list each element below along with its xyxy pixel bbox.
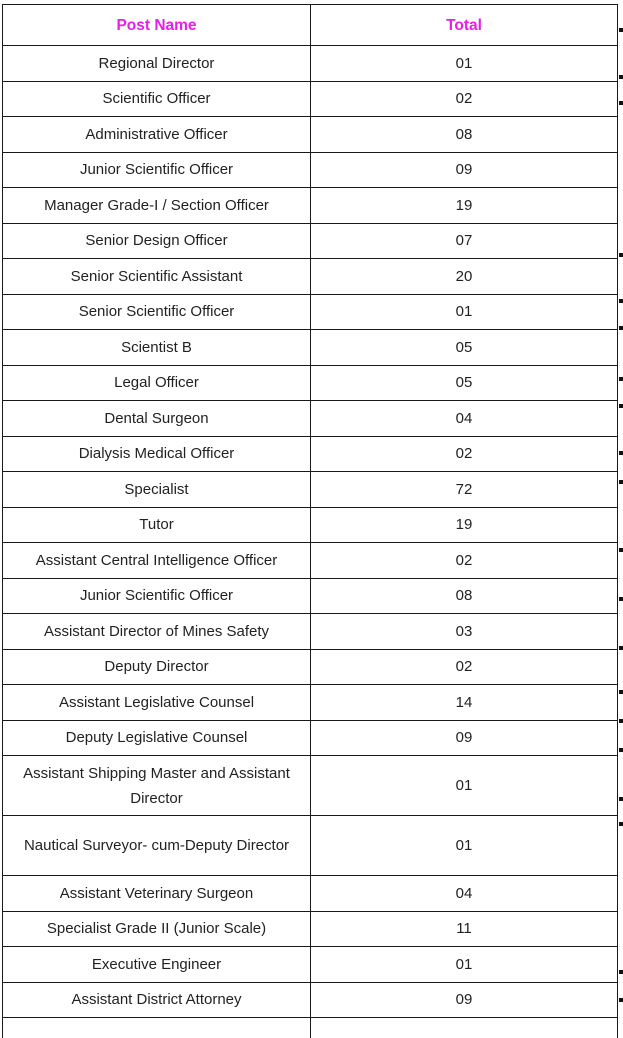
total-cell: 08 bbox=[311, 117, 618, 153]
bullet-dot bbox=[619, 299, 623, 303]
table-row bbox=[3, 436, 618, 472]
total-cell: 09 bbox=[311, 720, 618, 756]
post-name-cell: Specialist Grade II (Junior Scale) bbox=[3, 911, 311, 947]
total-cell: 05 bbox=[311, 365, 618, 401]
post-name-cell: Assistant Legislative Counsel bbox=[3, 685, 311, 721]
bullet-dot bbox=[619, 719, 623, 723]
total-cell: 09 bbox=[311, 152, 618, 188]
bullet-dot bbox=[619, 748, 623, 752]
post-name-cell: Assistant Shipping Master and Assistant Director bbox=[3, 756, 311, 816]
post-name-cell: Specialist bbox=[3, 472, 311, 508]
header-total: Total bbox=[311, 5, 618, 46]
table-row bbox=[3, 649, 618, 685]
post-name-cell: Legal Officer bbox=[3, 365, 311, 401]
bullet-dot bbox=[619, 480, 623, 484]
header-post-name: Post Name bbox=[3, 5, 311, 46]
total-cell: 11 bbox=[311, 911, 618, 947]
table-row bbox=[3, 507, 618, 543]
total-cell: 19 bbox=[311, 507, 618, 543]
total-cell: 03 bbox=[311, 614, 618, 650]
total-cell: 01 bbox=[311, 756, 618, 816]
total-cell: 09 bbox=[311, 982, 618, 1018]
table-row bbox=[3, 876, 618, 912]
total-cell: 01 bbox=[311, 294, 618, 330]
vacancy-table-container bbox=[2, 4, 617, 1038]
bullet-dot bbox=[619, 597, 623, 601]
post-name-cell: Assistant Director of Mines Safety bbox=[3, 614, 311, 650]
table-row bbox=[3, 982, 618, 1018]
bullet-dot bbox=[619, 970, 623, 974]
post-name-cell: Dialysis Medical Officer bbox=[3, 436, 311, 472]
table-row bbox=[3, 152, 618, 188]
total-cell: 07 bbox=[311, 223, 618, 259]
bullet-dot bbox=[619, 404, 623, 408]
total-cell: 02 bbox=[311, 543, 618, 579]
table-row bbox=[3, 756, 618, 816]
post-name-cell: Regional Director bbox=[3, 46, 311, 82]
table-row bbox=[3, 816, 618, 876]
table-header-row bbox=[3, 5, 618, 46]
total-cell: 01 bbox=[311, 947, 618, 983]
total-cell: 72 bbox=[311, 472, 618, 508]
bullet-dot bbox=[619, 377, 623, 381]
table-row bbox=[3, 472, 618, 508]
table-row bbox=[3, 330, 618, 366]
post-name-cell: Assistant Central Intelligence Officer bbox=[3, 543, 311, 579]
post-name-cell: Tutor bbox=[3, 507, 311, 543]
bullet-dot bbox=[619, 690, 623, 694]
table-row bbox=[3, 365, 618, 401]
post-name-cell: Assistant Veterinary Surgeon bbox=[3, 876, 311, 912]
post-name-cell: Executive Engineer bbox=[3, 947, 311, 983]
bullet-dot bbox=[619, 998, 623, 1002]
total-cell: 02 bbox=[311, 649, 618, 685]
table-row bbox=[3, 720, 618, 756]
table-body bbox=[3, 46, 618, 1038]
table-row bbox=[3, 578, 618, 614]
post-name-cell: Deputy Legislative Counsel bbox=[3, 720, 311, 756]
post-name-cell: Assistant District Attorney bbox=[3, 982, 311, 1018]
post-name-cell: Senior Design Officer bbox=[3, 223, 311, 259]
post-name-cell: Senior Scientific Assistant bbox=[3, 259, 311, 295]
total-cell: 04 bbox=[311, 876, 618, 912]
bullet-dot bbox=[619, 75, 623, 79]
total-cell: 01 bbox=[311, 816, 618, 876]
vacancy-table bbox=[2, 4, 618, 1038]
total-cell: 04 bbox=[311, 401, 618, 437]
table-row bbox=[3, 188, 618, 224]
post-name-cell: Dental Surgeon bbox=[3, 401, 311, 437]
total-cell: 19 bbox=[311, 188, 618, 224]
post-name-cell: Manager Grade-I / Section Officer bbox=[3, 188, 311, 224]
post-name-cell: Junior Scientific Officer bbox=[3, 578, 311, 614]
table-row bbox=[3, 911, 618, 947]
table-row bbox=[3, 223, 618, 259]
bullet-dot bbox=[619, 253, 623, 257]
post-name-cell: Scientist B bbox=[3, 330, 311, 366]
table-row bbox=[3, 294, 618, 330]
total-cell: 08 bbox=[311, 578, 618, 614]
total-cell: 01 bbox=[311, 46, 618, 82]
post-name-cell: Junior Scientific Officer bbox=[3, 152, 311, 188]
total-cell: 20 bbox=[311, 259, 618, 295]
bullet-dot bbox=[619, 646, 623, 650]
bullet-dot bbox=[619, 822, 623, 826]
bullet-dot bbox=[619, 326, 623, 330]
table-row bbox=[3, 117, 618, 153]
bullet-dot bbox=[619, 797, 623, 801]
total-cell: 02 bbox=[311, 436, 618, 472]
table-row-cut-off bbox=[3, 1018, 618, 1038]
table-row bbox=[3, 401, 618, 437]
table-row bbox=[3, 947, 618, 983]
bullet-dot bbox=[619, 548, 623, 552]
table-row bbox=[3, 81, 618, 117]
bullet-dot bbox=[619, 451, 623, 455]
table-row bbox=[3, 614, 618, 650]
table-row bbox=[3, 259, 618, 295]
post-name-cell: Nautical Surveyor- cum-Deputy Director bbox=[3, 816, 311, 876]
empty-cell bbox=[3, 1018, 311, 1038]
empty-cell bbox=[311, 1018, 618, 1038]
bullet-dot bbox=[619, 101, 623, 105]
total-cell: 05 bbox=[311, 330, 618, 366]
table-row bbox=[3, 685, 618, 721]
total-cell: 02 bbox=[311, 81, 618, 117]
post-name-cell: Administrative Officer bbox=[3, 117, 311, 153]
post-name-cell: Scientific Officer bbox=[3, 81, 311, 117]
post-name-cell: Deputy Director bbox=[3, 649, 311, 685]
table-row bbox=[3, 543, 618, 579]
post-name-cell: Senior Scientific Officer bbox=[3, 294, 311, 330]
bullet-dot bbox=[619, 28, 623, 32]
table-row bbox=[3, 46, 618, 82]
total-cell: 14 bbox=[311, 685, 618, 721]
